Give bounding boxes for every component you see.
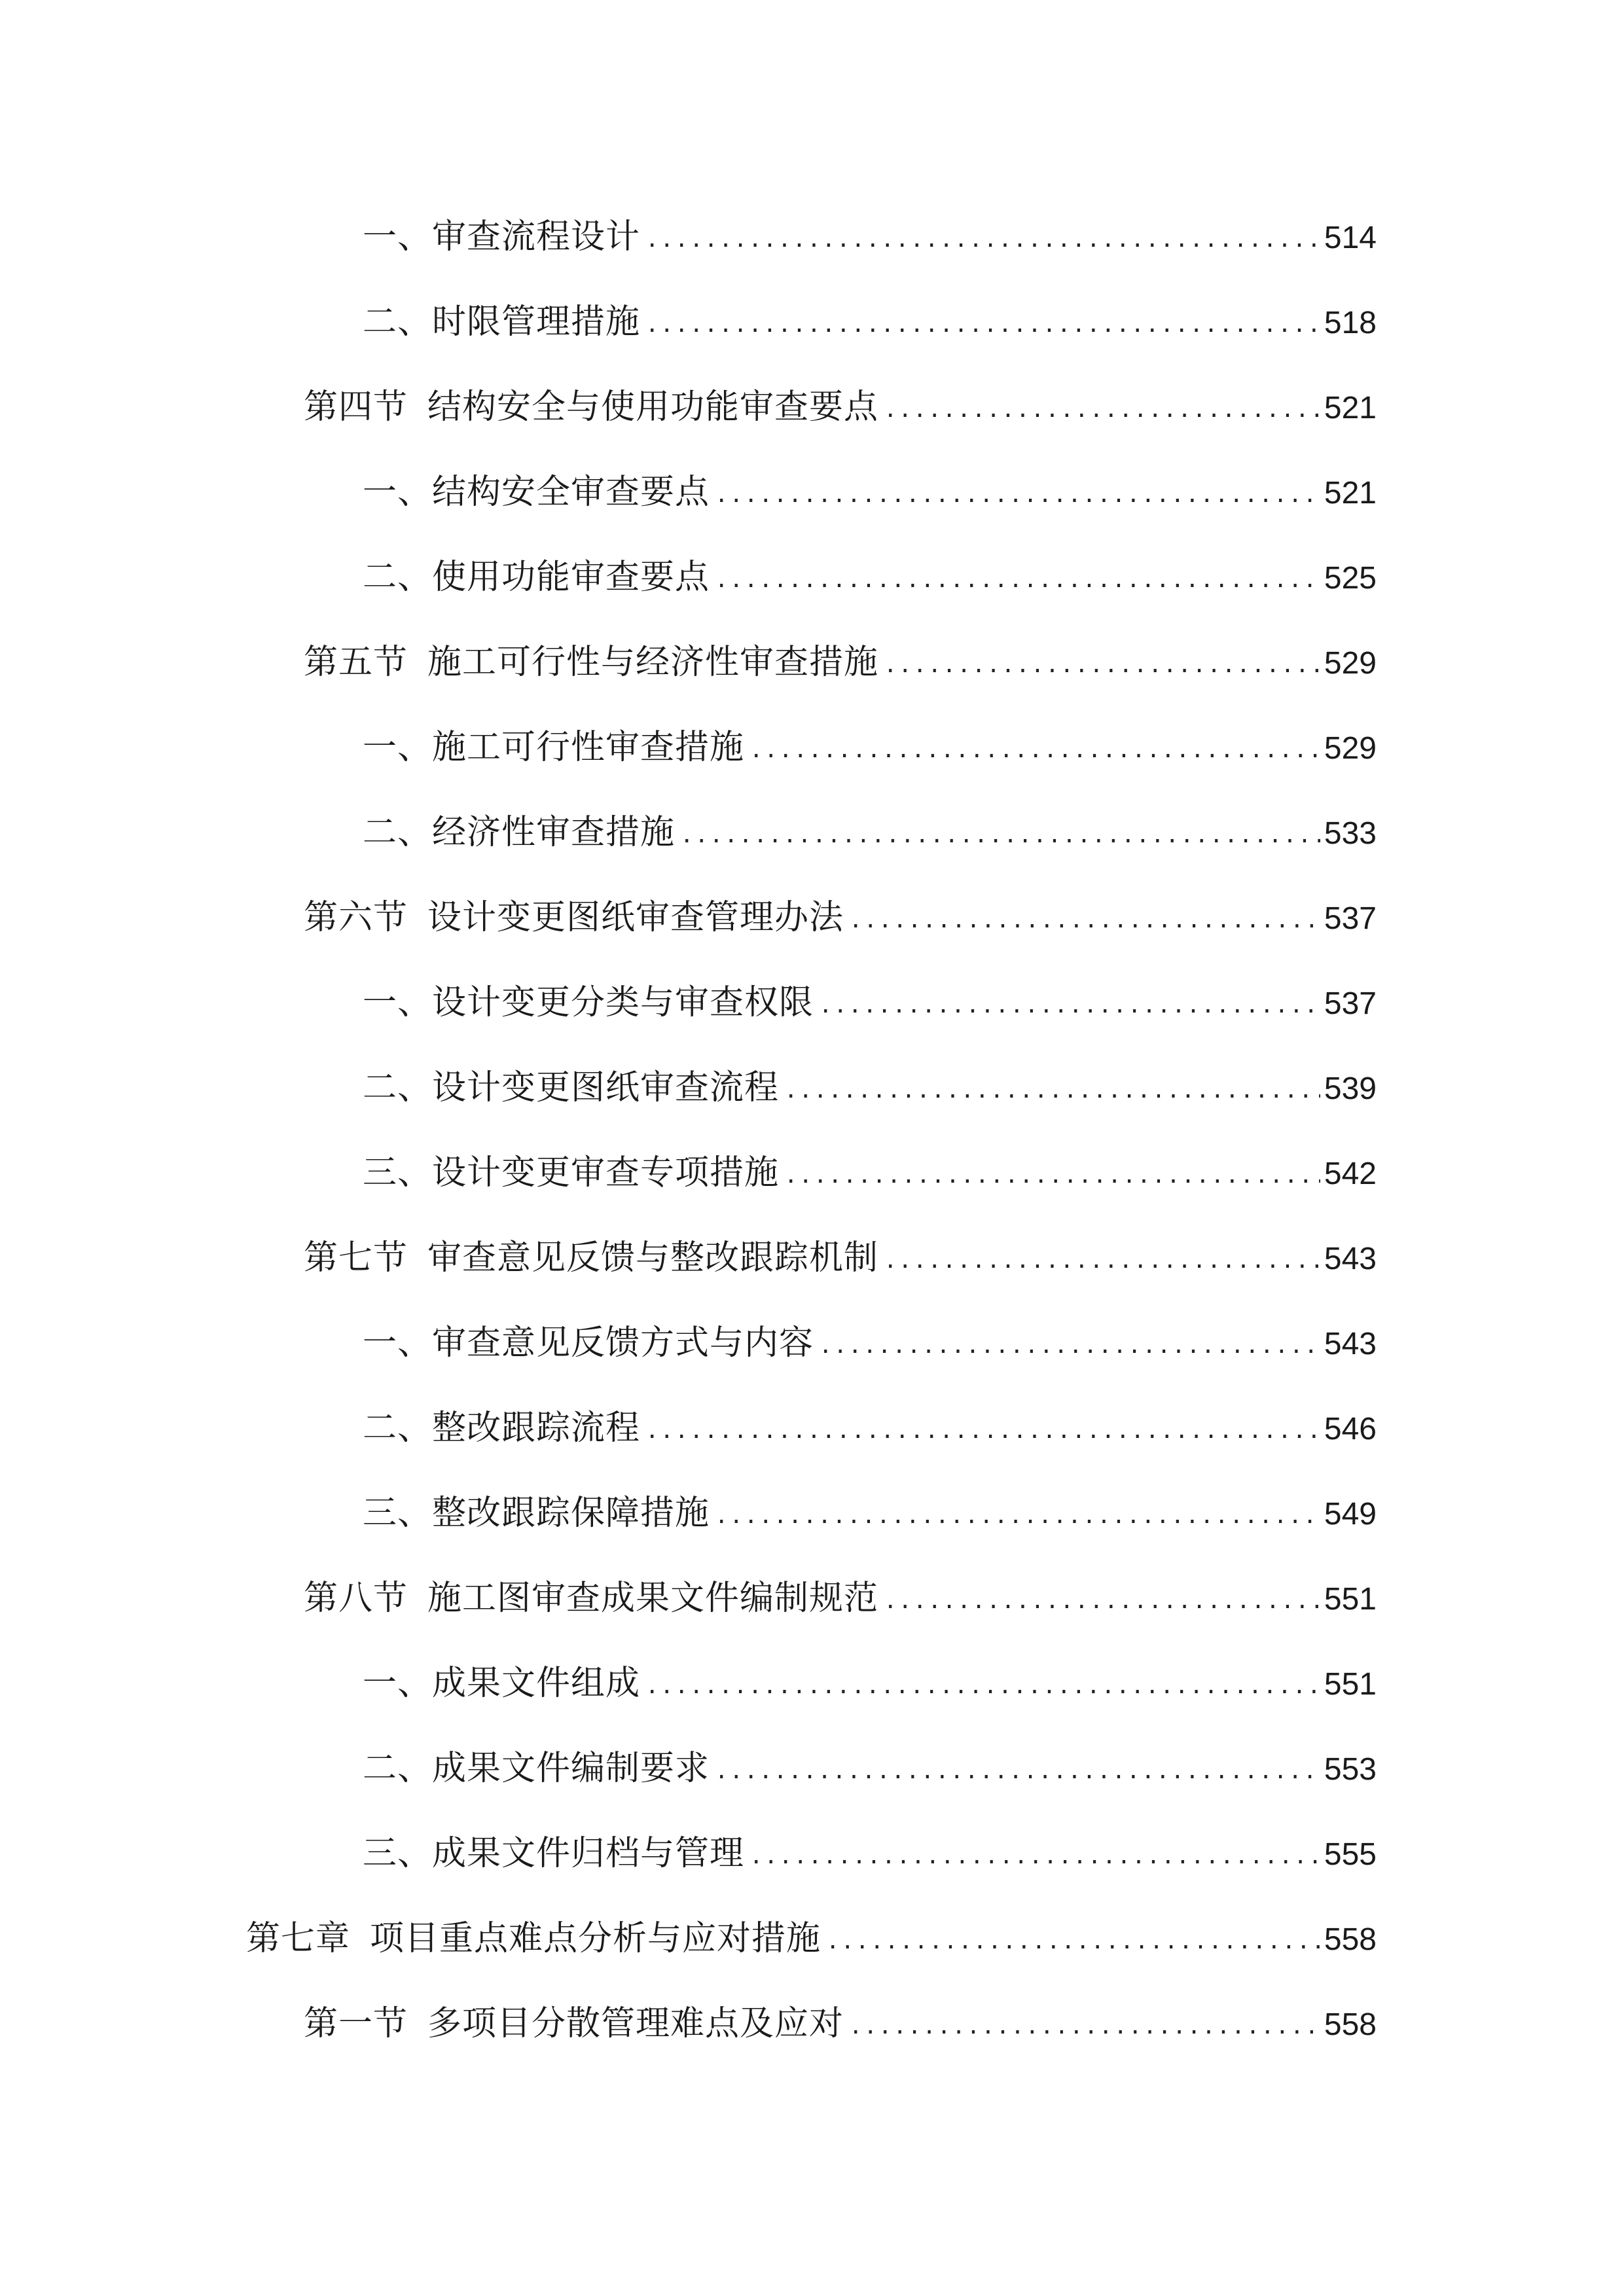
toc-entry-title: 第一节 多项目分散管理难点及应对 (304, 2004, 844, 2043)
toc-page-number: 553 (1324, 1752, 1377, 1787)
toc-page-number: 537 (1324, 901, 1377, 936)
toc-entry[interactable] (363, 211, 1377, 263)
toc-entry-title: 第五节 施工可行性与经济性审查措施 (304, 643, 879, 682)
toc-entry[interactable] (363, 466, 1377, 518)
toc-leader-dots (715, 1745, 1320, 1797)
toc-leader-dots (749, 724, 1320, 776)
toc-page-number: 555 (1324, 1837, 1377, 1872)
toc-leader-dots (645, 213, 1320, 266)
toc-leader-dots (645, 1660, 1320, 1712)
toc-entry[interactable] (363, 721, 1377, 774)
toc-entry[interactable] (363, 1402, 1377, 1454)
toc-leader-dots (715, 469, 1320, 521)
toc-entry-title: 第四节 结构安全与使用功能审查要点 (304, 387, 879, 427)
toc-page-number: 551 (1324, 1667, 1377, 1702)
toc-entry[interactable] (363, 806, 1377, 859)
toc-entry[interactable] (363, 551, 1377, 603)
toc-entry-title: 二、整改跟踪流程 (363, 1408, 641, 1448)
toc-page-number: 533 (1324, 816, 1377, 851)
toc-entry[interactable] (363, 977, 1377, 1029)
toc-entry-title: 第六节 设计变更图纸审查管理办法 (304, 898, 844, 937)
toc-leader-dots (884, 1234, 1320, 1287)
toc-leader-dots (819, 979, 1320, 1031)
toc-entry-title: 一、施工可行性审查措施 (363, 728, 745, 767)
toc-entry-title: 二、时限管理措施 (363, 302, 641, 342)
toc-entry-title: 三、整改跟踪保障措施 (363, 1494, 710, 1533)
toc-leader-dots (784, 1064, 1320, 1117)
toc-page-number: 542 (1324, 1157, 1377, 1191)
toc-page-number: 551 (1324, 1582, 1377, 1617)
toc-leader-dots (849, 2000, 1320, 2053)
toc-leader-dots (680, 809, 1320, 861)
toc-entry-title: 二、使用功能审查要点 (363, 558, 710, 597)
toc-entry[interactable] (363, 296, 1377, 348)
toc-entry-title: 二、设计变更图纸审查流程 (363, 1068, 780, 1107)
toc-page-number: 558 (1324, 1922, 1377, 1957)
toc-page-number: 558 (1324, 2007, 1377, 2042)
toc-entry-title: 三、成果文件归档与管理 (363, 1834, 745, 1873)
toc-entry[interactable] (363, 1742, 1377, 1795)
toc-entry[interactable] (363, 1317, 1377, 1369)
toc-page-number: 525 (1324, 561, 1377, 596)
toc-entry[interactable] (363, 1062, 1377, 1114)
toc-entry-title: 三、设计变更审查专项措施 (363, 1153, 780, 1193)
toc-page-number: 518 (1324, 306, 1377, 340)
toc-leader-dots (826, 1915, 1320, 1967)
toc-leader-dots (884, 639, 1320, 691)
toc-entry[interactable] (363, 1487, 1377, 1539)
toc-page-number: 521 (1324, 476, 1377, 511)
toc-page-number: 529 (1324, 646, 1377, 681)
toc-entry[interactable] (304, 1232, 1377, 1284)
toc-page-number: 546 (1324, 1412, 1377, 1446)
toc-entry-title: 一、设计变更分类与审查权限 (363, 983, 814, 1022)
toc-entry[interactable] (304, 891, 1377, 944)
toc-page-number: 529 (1324, 731, 1377, 766)
toc-page-number: 543 (1324, 1327, 1377, 1361)
toc-page-number: 537 (1324, 986, 1377, 1021)
toc-leader-dots (819, 1319, 1320, 1372)
toc-entry-title: 第七节 审查意见反馈与整改跟踪机制 (304, 1238, 879, 1278)
toc-page-number: 549 (1324, 1497, 1377, 1532)
toc-entry-title: 一、审查流程设计 (363, 217, 641, 257)
toc-entry[interactable] (246, 1912, 1377, 1965)
toc-page-number: 521 (1324, 391, 1377, 425)
toc-entry[interactable] (304, 1998, 1377, 2050)
toc-entry-title: 一、成果文件组成 (363, 1664, 641, 1703)
toc-entry[interactable] (304, 636, 1377, 689)
toc-leader-dots (784, 1149, 1320, 1202)
toc-page-number: 539 (1324, 1071, 1377, 1106)
toc-entry[interactable] (304, 381, 1377, 433)
toc-page-number: 514 (1324, 221, 1377, 255)
toc-leader-dots (715, 554, 1320, 606)
toc-entry[interactable] (363, 1827, 1377, 1880)
toc-leader-dots (884, 384, 1320, 436)
toc-entry[interactable] (363, 1657, 1377, 1710)
toc-leader-dots (715, 1490, 1320, 1542)
toc-entry[interactable] (363, 1147, 1377, 1199)
toc-leader-dots (884, 1575, 1320, 1627)
toc-entry[interactable] (304, 1572, 1377, 1624)
toc-leader-dots (749, 1830, 1320, 1882)
toc-leader-dots (645, 298, 1320, 351)
toc-entry-title: 二、成果文件编制要求 (363, 1749, 710, 1788)
toc-entry-title: 一、审查意见反馈方式与内容 (363, 1323, 814, 1363)
toc-leader-dots (645, 1405, 1320, 1457)
toc-page-number: 543 (1324, 1242, 1377, 1276)
toc-entry-title: 一、结构安全审查要点 (363, 473, 710, 512)
toc-entry-title: 第七章 项目重点难点分析与应对措施 (246, 1919, 821, 1958)
toc-entry-title: 第八节 施工图审查成果文件编制规范 (304, 1579, 879, 1618)
toc-leader-dots (849, 894, 1320, 946)
toc-entry-title: 二、经济性审查措施 (363, 813, 676, 852)
